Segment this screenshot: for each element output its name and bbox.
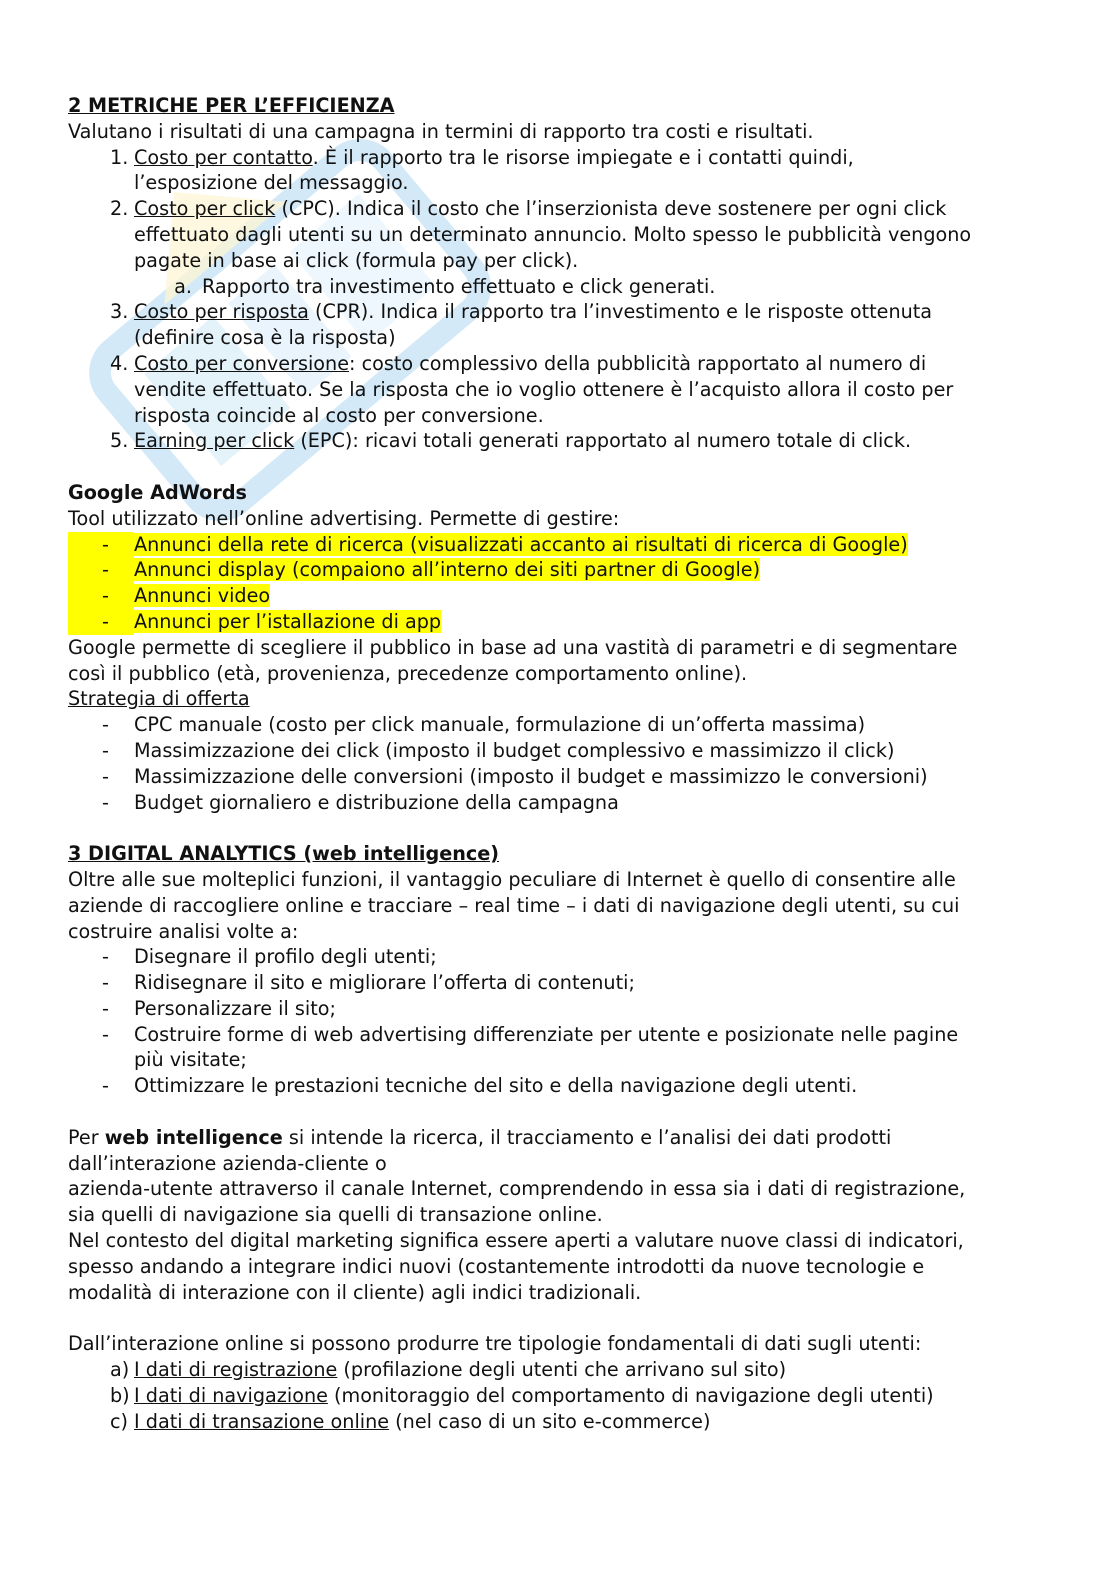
metric-subitem <box>68 274 1048 300</box>
analytics-goal-item <box>68 970 1048 996</box>
metric-line: (definire cosa è la risposta) <box>134 326 396 350</box>
data-type-text: I dati di transazione online (nel caso di un sito e-commerce) <box>134 1409 711 1433</box>
metric-number: 1. <box>110 145 129 169</box>
strategy-item <box>68 764 1048 790</box>
bullet-text: CPC manuale (costo per click manuale, formulazione di un’offerta massima) <box>134 713 866 737</box>
data-types-list <box>68 1357 1048 1434</box>
strategy-item <box>68 712 1048 738</box>
ad-type-item <box>68 609 1048 635</box>
bullet-text: Personalizzare il sito; <box>134 996 336 1020</box>
metric-line: Costo per contatto. È il rapporto tra le risorse impiegate e i contatti quindi, <box>134 145 854 169</box>
analytics-goals-list <box>68 944 1048 1099</box>
metric-item <box>68 196 1048 273</box>
bullet-text: Ottimizzare le prestazioni tecniche del sito e della navigazione degli utenti. <box>134 1074 858 1098</box>
bullet-text: Annunci display (compaiono all’interno dei siti partner di Google) <box>134 558 761 582</box>
data-type-item <box>68 1357 1048 1383</box>
bullet-text: Annunci per l’istallazione di app <box>134 609 442 633</box>
bullet-dash: - <box>102 713 109 737</box>
paragraph-line: sia quelli di navigazione sia quelli di transazione online. <box>68 1203 603 1227</box>
data-type-text: I dati di navigazione (monitoraggio del comportamento di navigazione degli utenti) <box>134 1383 934 1407</box>
data-type-item <box>68 1409 1048 1435</box>
bullet-text: Ridisegnare il sito e migliorare l’offerta di contenuti; <box>134 971 635 995</box>
data-type-term: I dati di registrazione <box>134 1358 338 1382</box>
bullet-dash: - <box>102 971 109 995</box>
metric-number: 5. <box>110 429 129 453</box>
web-intelligence-paragraph <box>68 1151 1048 1306</box>
strategy-item <box>68 738 1048 764</box>
ad-type-item <box>68 557 1048 583</box>
metric-term: Costo per contatto <box>134 145 313 169</box>
bullet-dash: - <box>102 1074 109 1098</box>
bullet-dash: - <box>68 557 134 583</box>
paragraph-line: modalità di interazione con il cliente) agli indici tradizionali. <box>68 1280 642 1304</box>
data-types-intro: Dall’interazione online si possono produrre tre tipologie fondamentali di dati sugli utenti: <box>68 1332 922 1356</box>
ad-type-item <box>68 532 1048 558</box>
bullet-text: Costruire forme di web advertising differenziate per utente e posizionate nelle pagine <box>134 1022 959 1046</box>
section-2-intro: Valutano i risultati di una campagna in termini di rapporto tra costi e risultati. <box>68 119 814 143</box>
metric-term: Costo per risposta <box>134 300 309 324</box>
paragraph-line: così il pubblico (età, provenienza, precedenze comportamento online). <box>68 661 748 685</box>
section-3-intro <box>68 867 1048 944</box>
paragraph-line: aziende di raccogliere online e tracciare – real time – i dati di navigazione degli utenti, su cui <box>68 893 960 917</box>
bullet-text: Budget giornaliero e distribuzione della campagna <box>134 790 619 814</box>
bullet-text: più visitate; <box>134 1048 247 1072</box>
metric-line: effettuato dagli utenti su un determinato annuncio. Molto spesso le pubblicità vengono <box>134 222 972 246</box>
adwords-title: Google AdWords <box>68 480 247 504</box>
analytics-goal-item <box>68 1073 1048 1099</box>
metric-line: Costo per conversione: costo complessivo della pubblicità rapportato al numero di <box>134 351 927 375</box>
metric-line: Earning per click (EPC): ricavi totali generati rapportato al numero totale di click. <box>134 429 912 453</box>
subitem-letter: a. <box>174 274 192 298</box>
bullet-dash: - <box>102 1022 109 1046</box>
metric-item <box>68 428 1048 454</box>
metric-line: Costo per risposta (CPR). Indica il rapporto tra l’investimento e le risposte ottenuta <box>134 300 933 324</box>
paragraph-line: azienda-utente attraverso il canale Internet, comprendendo in essa sia i dati di registrazione, <box>68 1177 966 1201</box>
metric-item <box>68 299 1048 351</box>
data-type-item <box>68 1383 1048 1409</box>
bullet-dash: - <box>102 764 109 788</box>
data-type-letter: a) <box>110 1358 130 1382</box>
web-intelligence-definition: Per web intelligence si intende la ricerca, il tracciamento e l’analisi dei dati prodotti <box>68 1125 892 1149</box>
metric-body <box>134 299 1048 351</box>
metric-line: risposta coincide al costo per conversione. <box>134 403 544 427</box>
data-type-letter: c) <box>110 1409 129 1433</box>
document-page <box>68 93 1048 1434</box>
bullet-dash: - <box>68 532 134 558</box>
metric-term: Costo per click <box>134 197 276 221</box>
analytics-goal-item <box>68 1022 1048 1074</box>
metric-body <box>134 351 1048 428</box>
bullet-dash: - <box>102 790 109 814</box>
metric-number: 3. <box>110 300 129 324</box>
bullet-text: Disegnare il profilo degli utenti; <box>134 945 437 969</box>
bullet-dash: - <box>102 945 109 969</box>
bullet-text: Annunci della rete di ricerca (visualizzati accanto ai risultati di ricerca di Google) <box>134 532 908 556</box>
bullet-dash: - <box>68 609 134 635</box>
subitem-text: Rapporto tra investimento effettuato e click generati. <box>202 274 716 298</box>
data-type-term: I dati di navigazione <box>134 1383 328 1407</box>
metric-number: 4. <box>110 351 129 375</box>
metric-line: l’esposizione del messaggio. <box>134 171 409 195</box>
strategy-list <box>68 712 1048 815</box>
paragraph-line: Nel contesto del digital marketing significa essere aperti a valutare nuove classi di indicatori, <box>68 1229 964 1253</box>
metric-item <box>68 145 1048 197</box>
adwords-ad-types-list <box>68 532 1048 635</box>
metric-term: Earning per click <box>134 429 295 453</box>
bullet-text: Massimizzazione dei click (imposto il budget complessivo e massimizzo il click) <box>134 738 895 762</box>
bullet-dash: - <box>102 996 109 1020</box>
metric-term: Costo per conversione <box>134 351 349 375</box>
adwords-paragraph <box>68 635 1048 687</box>
data-type-text: I dati di registrazione (profilazione degli utenti che arrivano sul sito) <box>134 1358 787 1382</box>
data-type-term: I dati di transazione online <box>134 1409 390 1433</box>
paragraph-line: Google permette di scegliere il pubblico in base ad una vastità di parametri e di segmentare <box>68 635 958 659</box>
metric-number: 2. <box>110 197 129 221</box>
strategy-title: Strategia di offerta <box>68 687 250 711</box>
paragraph-line: spesso andando a integrare indici nuovi (costantemente introdotti da nuove tecnologie e <box>68 1254 925 1278</box>
paragraph-line: costruire analisi volte a: <box>68 919 299 943</box>
adwords-intro: Tool utilizzato nell’online advertising. Permette di gestire: <box>68 506 620 530</box>
metric-item <box>68 351 1048 428</box>
metric-line: Costo per click (CPC). Indica il costo che l’inserzionista deve sostenere per ogni click <box>134 197 947 221</box>
bullet-text: Massimizzazione delle conversioni (imposto il budget e massimizzo le conversioni) <box>134 764 928 788</box>
section-3-title: 3 DIGITAL ANALYTICS (web intelligence) <box>68 842 500 866</box>
metric-body <box>134 428 1048 454</box>
analytics-goal-item <box>68 996 1048 1022</box>
strategy-item <box>68 790 1048 816</box>
bullet-dash: - <box>102 738 109 762</box>
data-type-letter: b) <box>110 1383 130 1407</box>
bullet-dash: - <box>68 583 134 609</box>
paragraph-line: dall’interazione azienda-cliente o <box>68 1151 387 1175</box>
paragraph-line: Oltre alle sue molteplici funzioni, il vantaggio peculiare di Internet è quello di consentire alle <box>68 867 956 891</box>
metric-line: vendite effettuato. Se la risposta che io voglio ottenere è l’acquisto allora il costo per <box>134 377 954 401</box>
bullet-text: Annunci video <box>134 584 271 608</box>
analytics-goal-item <box>68 944 1048 970</box>
metric-body <box>134 145 1048 197</box>
metric-body <box>134 196 1048 273</box>
metrics-list <box>68 145 1048 455</box>
section-2-title: 2 METRICHE PER L’EFFICIENZA <box>68 94 395 117</box>
ad-type-item <box>68 583 1048 609</box>
metric-line: pagate in base ai click (formula pay per click). <box>134 248 579 272</box>
web-intelligence-term: web intelligence <box>104 1125 283 1149</box>
